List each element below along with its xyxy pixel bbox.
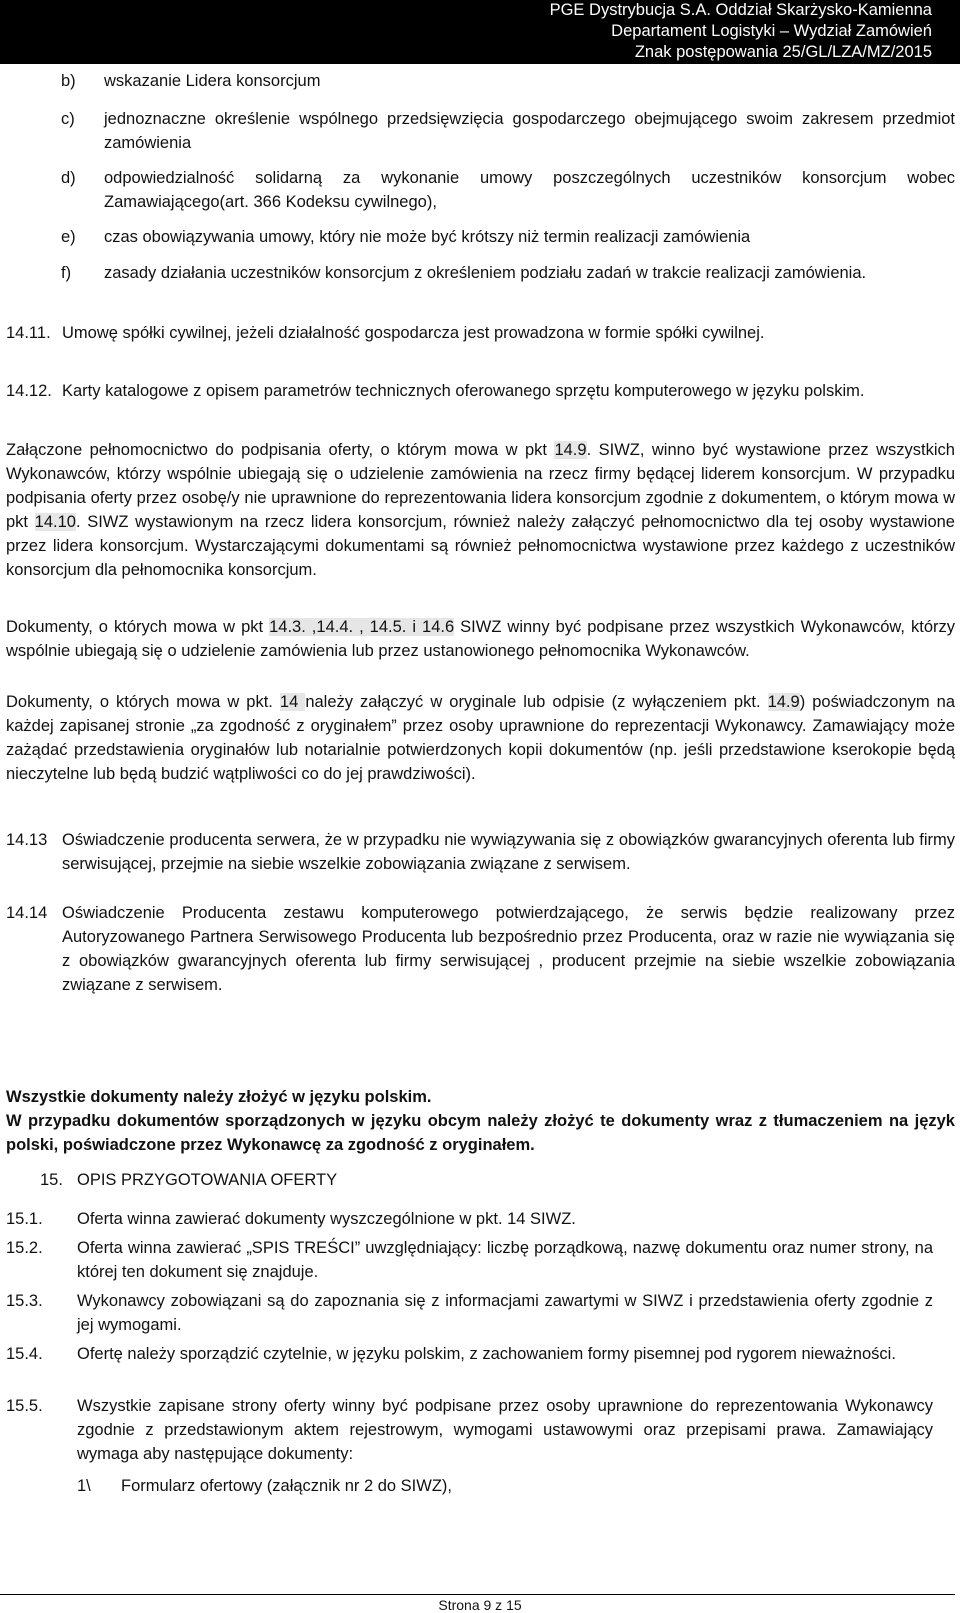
list-label: e) bbox=[61, 228, 76, 246]
point-15-5 bbox=[0, 1394, 955, 1466]
sub-item-text: Formularz ofertowy (załącznik nr 2 do SIWZ), bbox=[121, 1477, 452, 1495]
point-text: Karty katalogowe z opisem parametrów technicznych oferowanego sprzętu komputerowego w języku polskim. bbox=[62, 382, 865, 400]
list-item-c bbox=[0, 107, 955, 155]
paragraph-text: Dokumenty, o których mowa w pkt bbox=[6, 618, 270, 636]
section-number: 15. bbox=[40, 1171, 63, 1189]
point-15-4 bbox=[0, 1342, 955, 1390]
list-label: b) bbox=[61, 72, 76, 90]
header-department: Departament Logistyki – Wydział Zamówień bbox=[611, 22, 932, 40]
point-text: Oświadczenie Producenta zestawu komputerowego potwierdzającego, że serwis będzie realizowany przez Autoryzowanego Partnera Serwisowego Producenta lub bezpośrednio przez Producenta, oraz w razie nie wywiązania się z obowiązków gwarancyjnych oferenta lub firmy serwisującej , producent przejmie na siebie wszelkie zobowiązania związane z serwisem. bbox=[62, 904, 955, 994]
reference-highlight: 14.9 bbox=[554, 441, 587, 459]
point-14-11 bbox=[0, 321, 955, 369]
sub-item-1 bbox=[0, 1474, 955, 1498]
point-label: 15.1. bbox=[6, 1210, 43, 1228]
list-item-b bbox=[0, 69, 955, 93]
sub-item-label: 1\ bbox=[77, 1477, 91, 1495]
header-company: PGE Dystrybucja S.A. Oddział Skarżysko-Kamienna bbox=[549, 1, 932, 19]
point-text: Umowę spółki cywilnej, jeżeli działalność gospodarcza jest prowadzona w formie spółki cywilnej. bbox=[62, 324, 765, 342]
section-15-heading bbox=[0, 1168, 955, 1192]
list-label: d) bbox=[61, 169, 76, 187]
reference-highlight: 14.10 bbox=[34, 513, 76, 531]
point-label: 14.14 bbox=[6, 904, 48, 922]
point-label: 14.11. bbox=[6, 324, 51, 342]
paragraph-power-of-attorney bbox=[6, 438, 955, 582]
reference-highlight: 14.9 bbox=[767, 693, 800, 711]
paragraph-documents-originals bbox=[6, 690, 955, 786]
list-text: czas obowiązywania umowy, który nie może być krótszy niż termin realizacji zamówienia bbox=[104, 228, 751, 246]
list-text: wskazanie Lidera konsorcjum bbox=[104, 72, 321, 90]
list-text: zasady działania uczestników konsorcjum z określeniem podziału zadań w trakcie realizacji zamówienia. bbox=[104, 264, 867, 282]
list-label: f) bbox=[61, 264, 72, 282]
document-header bbox=[0, 0, 960, 64]
point-15-1 bbox=[0, 1207, 955, 1231]
paragraph-text: należy załączyć w oryginale lub odpisie (z wyłączeniem pkt. bbox=[305, 693, 768, 711]
paragraph-text: Dokumenty, o których mowa w pkt. bbox=[6, 693, 280, 711]
point-text: Oferta winna zawierać „SPIS TREŚCI” uwzględniający: liczbę porządkową, nazwę dokumentu oraz numer strony, na której ten dokument się znajduje. bbox=[77, 1239, 933, 1281]
list-item-f bbox=[0, 261, 955, 309]
point-text: Wykonawcy zobowiązani są do zapoznania się z informacjami zawartymi w SIWZ i przedstawienia oferty zgodnie z jej wymogami. bbox=[77, 1292, 933, 1334]
list-item-e bbox=[0, 225, 955, 249]
list-item-d bbox=[0, 166, 955, 214]
point-text: Oferta winna zawierać dokumenty wyszczególnione w pkt. 14 SIWZ. bbox=[77, 1210, 576, 1228]
point-15-3 bbox=[0, 1289, 955, 1337]
point-label: 15.3. bbox=[6, 1292, 43, 1310]
list-text: jednoznaczne określenie wspólnego przedsięwzięcia gospodarczego obejmującego swoim zakresem przedmiot zamówienia bbox=[104, 110, 955, 152]
notice-polish-language: Wszystkie dokumenty należy złożyć w języku polskim. bbox=[6, 1088, 432, 1106]
point-text: Wszystkie zapisane strony oferty winny być podpisane przez osoby uprawnione do reprezentowania Wykonawcy zgodnie z przedstawionym aktem rejestrowym, wymogami ustawowymi oraz przepisami prawa. Zamawiający wymaga aby następujące dokumenty: bbox=[77, 1397, 933, 1463]
reference-highlight: 14.3. ,14.4. , 14.5. i 14.6 bbox=[269, 618, 455, 636]
point-text: Ofertę należy sporządzić czytelnie, w języku polskim, z zachowaniem formy pisemnej pod rygorem nieważności. bbox=[77, 1345, 896, 1363]
paragraph-text: . SIWZ wystawionym na rzecz lidera konsorcjum, również należy załączyć pełnomocnictwo dla tej osoby wystawione przez lidera konsorcjum. Wystarczającymi dokumentami są również pełnomocnictwa wystawione przez każdego z uczestników konsorcjum dla pełnomocnika konsorcjum. bbox=[6, 513, 955, 579]
point-14-14 bbox=[0, 901, 955, 997]
point-14-12 bbox=[0, 379, 955, 427]
list-text: odpowiedzialność solidarną za wykonanie umowy poszczególnych uczestników konsorcjum wobec Zamawiającego(art. 366 Kodeksu cywilnego), bbox=[104, 169, 955, 211]
header-reference: Znak postępowania 25/GL/LZA/MZ/2015 bbox=[634, 43, 932, 61]
point-text: Oświadczenie producenta serwera, że w przypadku nie wywiązywania się z obowiązków gwarancyjnych oferenta lub firmy serwisującej, przejmie na siebie wszelkie zobowiązania związane z serwisem. bbox=[62, 831, 955, 873]
footer-divider bbox=[0, 1594, 955, 1595]
point-label: 15.5. bbox=[6, 1397, 43, 1415]
list-label: c) bbox=[61, 110, 75, 128]
section-title: OPIS PRZYGOTOWANIA OFERTY bbox=[77, 1171, 338, 1189]
notice-foreign-documents: W przypadku dokumentów sporządzonych w języku obcym należy złożyć te dokumenty wraz z tłumaczeniem na język polski, poświadczone przez Wykonawcę za zgodność z oryginałem. bbox=[6, 1112, 955, 1154]
point-14-13 bbox=[0, 828, 955, 900]
paragraph-text: SIWZ winny być podpisane przez wszystkich Wykonawców, którzy wspólnie ubiegają się o udzielenie zamówienia lub przez ustanowionego pełnomocnika Wykonawców. bbox=[6, 618, 955, 660]
point-label: 14.13 bbox=[6, 831, 48, 849]
paragraph-text: . SIWZ, winno być wystawione przez wszystkich Wykonawców, którzy wspólnie ubiegają się o udzielenie zamówienia na rzecz firmy będącej liderem konsorcjum. W przypadku podpisania oferty przez osobę/y nie uprawnione do reprezentowania lidera konsorcjum zgodnie z dokumentem, o którym mowa w pkt bbox=[6, 441, 955, 531]
paragraph-text: Załączone pełnomocnictwo do podpisania oferty, o którym mowa w pkt bbox=[6, 441, 555, 459]
point-label: 14.12. bbox=[6, 382, 52, 400]
point-label: 15.4. bbox=[6, 1345, 43, 1363]
point-15-2 bbox=[0, 1236, 955, 1284]
page-number: Strona 9 z 15 bbox=[438, 1597, 522, 1613]
paragraph-text: ) poświadczonym na każdej zapisanej stronie „za zgodność z oryginałem” przez osoby uprawnione do reprezentacji Wykonawcy. Zamawiający może zażądać przedstawienia oryginałów lub notarialnie potwierdzonych kopii dokumentów (np. jeśli przedstawione kserokopie będą nieczytelne lub będą budzić wątpliwości co do jej prawdziwości). bbox=[6, 693, 956, 783]
point-label: 15.2. bbox=[6, 1239, 43, 1257]
paragraph-documents-signing bbox=[6, 615, 955, 663]
reference-highlight: 14 bbox=[279, 693, 306, 711]
